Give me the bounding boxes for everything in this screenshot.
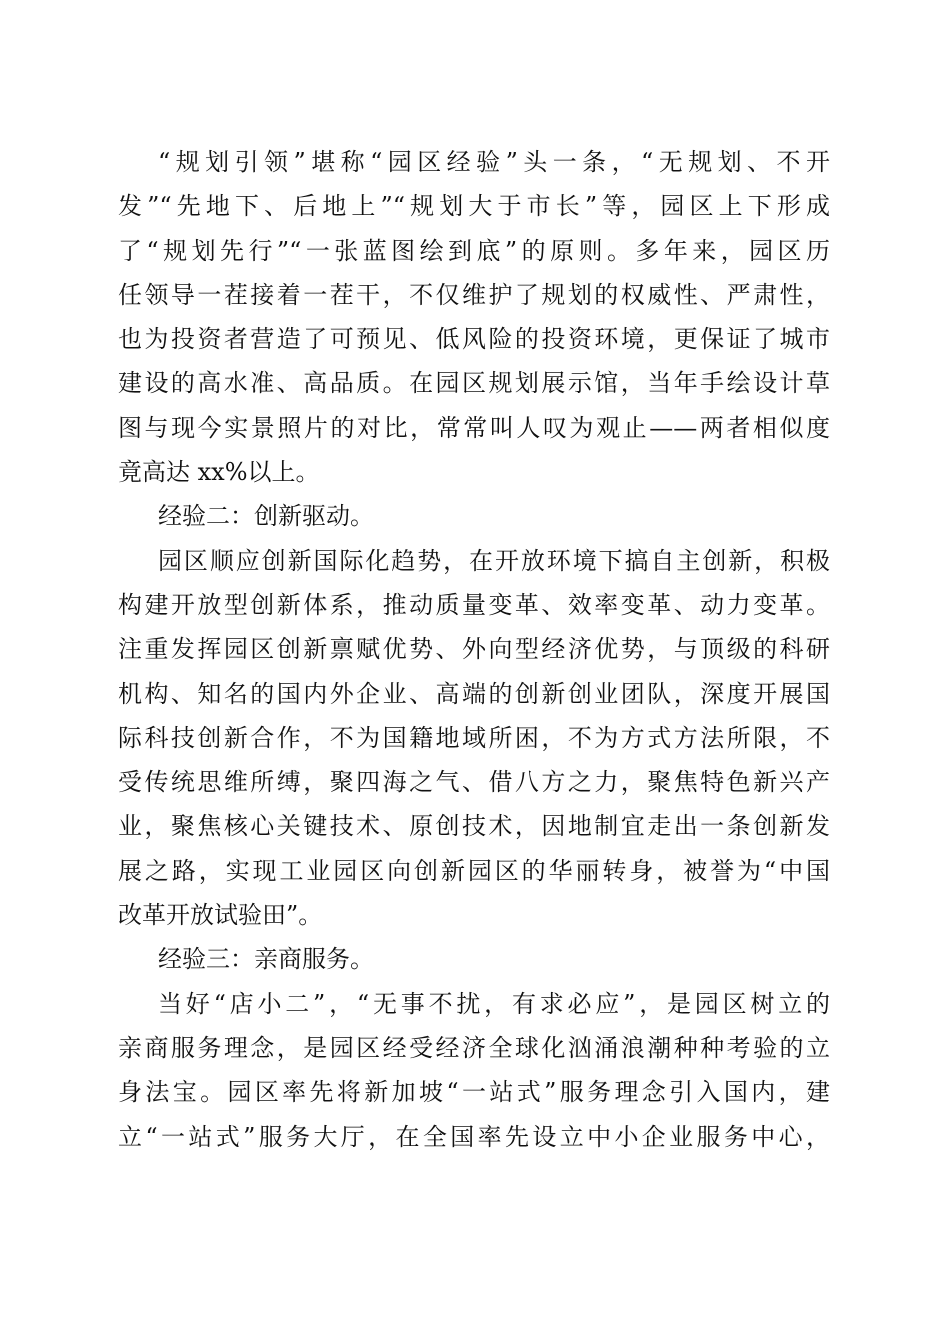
text-line: 立“一站式”服务大厅，在全国率先设立中小企业服务中心，	[118, 1122, 830, 1151]
heading-service	[118, 937, 830, 981]
text-line: 竟高达 xx%以上。	[118, 458, 320, 487]
text-line: 际科技创新合作，不为国籍地域所困，不为方式方法所限，不	[118, 723, 830, 752]
text-line: 注重发挥园区创新禀赋优势、外向型经济优势，与顶级的科研	[118, 635, 830, 664]
text-line: 业，聚焦核心关键技术、原创技术，因地制宜走出一条创新发	[118, 812, 830, 841]
text-line: 展之路，实现工业园区向创新园区的华丽转身，被誉为“中国	[118, 856, 830, 885]
text-line: 受传统思维所缚，聚四海之气、借八方之力，聚焦特色新兴产	[118, 768, 830, 797]
text-line: 机构、知名的国内外企业、高端的创新创业团队，深度开展国	[118, 679, 830, 708]
text-line: 当好“店小二”，“无事不扰，有求必应”，是园区树立的	[158, 989, 830, 1018]
text-line: 构建开放型创新体系，推动质量变革、效率变革、动力变革。	[118, 590, 830, 619]
paragraph-service	[118, 982, 830, 1159]
text-line: 图与现今实景照片的对比，常常叫人叹为观止——两者相似度	[118, 413, 830, 442]
text-line: 发”“先地下、后地上”“规划大于市长”等，园区上下形成	[118, 192, 830, 221]
text-line: 任领导一茬接着一茬干，不仅维护了规划的权威性、严肃性，	[118, 280, 830, 309]
paragraph-planning	[118, 140, 830, 494]
text-line: 身法宝。园区率先将新加坡“一站式”服务理念引入国内，建	[118, 1078, 830, 1107]
section-heading: 经验三：亲商服务。	[158, 945, 374, 974]
text-line: 了“规划先行”“一张蓝图绘到底”的原则。多年来，园区历	[118, 236, 830, 265]
text-line: 改革开放试验田”。	[118, 901, 323, 930]
text-line: 园区顺应创新国际化趋势，在开放环境下搞自主创新，积极	[158, 546, 830, 575]
text-line: “规划引领”堪称“园区经验”头一条，“无规划、不开	[158, 148, 830, 176]
document-page	[118, 140, 830, 1159]
text-line: 亲商服务理念，是园区经受经济全球化汹涌浪潮种种考验的立	[118, 1033, 830, 1062]
text-line: 建设的高水准、高品质。在园区规划展示馆，当年手绘设计草	[118, 369, 830, 398]
section-heading: 经验二：创新驱动。	[158, 502, 374, 531]
paragraph-innovation	[118, 539, 830, 938]
text-line: 也为投资者营造了可预见、低风险的投资环境，更保证了城市	[118, 325, 830, 354]
heading-innovation	[118, 494, 830, 538]
